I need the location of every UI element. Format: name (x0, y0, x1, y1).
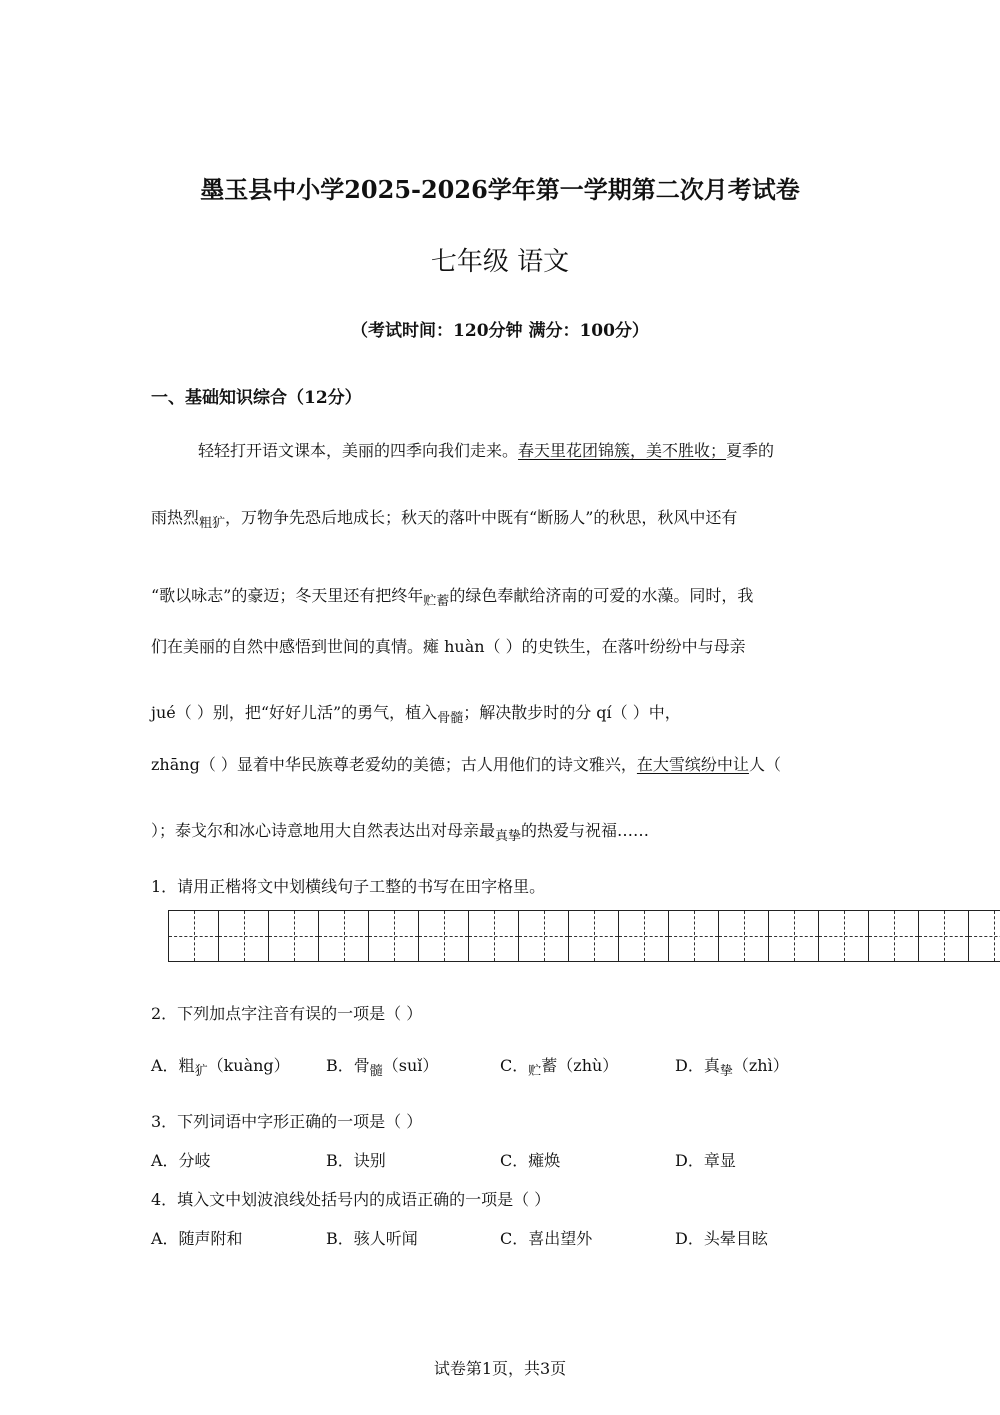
passage-line-1: 轻轻打开语文课本，美丽的四季向我们走来。春天里花团锦簇，美不胜收；夏季的 (198, 441, 775, 460)
grid-cell[interactable] (519, 910, 569, 962)
question-4-option-c[interactable]: C．喜出望外 (500, 1229, 593, 1248)
grid-cell[interactable] (969, 910, 1000, 962)
question-2-option-a[interactable]: A．粗$_犷$（kuàng） (151, 1056, 290, 1079)
exam-subtitle: 七年级 语文 (430, 247, 570, 277)
exam-info: （考试时间：120分钟 满分：100分） (351, 321, 649, 341)
question-2-option-c[interactable]: C．$_贮$蓄（zhù） (500, 1056, 619, 1079)
question-3-option-a[interactable]: A．分岐 (151, 1151, 211, 1170)
passage-line-2: 雨热烈$_{粗犷}$，万物争先恐后地成长；秋天的落叶中既有“断肠人”的秋思，秋风中还有 (151, 508, 738, 531)
question-3-stem: 3．下列词语中字形正确的一项是（ ） (151, 1112, 423, 1131)
question-4-stem: 4．填入文中划波浪线处括号内的成语正确的一项是（ ） (151, 1190, 551, 1209)
underlined-sentence: 春天里花团锦簇，美不胜收； (518, 441, 727, 460)
passage-line-4: 们在美丽的自然中感悟到世间的真情。瘫 huàn（ ）的史铁生，在落叶纷纷中与母亲 (151, 637, 746, 656)
question-3-option-c[interactable]: C．瘫焕 (500, 1151, 561, 1170)
dotted-word: 粗犷 (199, 516, 226, 531)
question-2-stem: 2．下列加点字注音有误的一项是（ ） (151, 1004, 423, 1023)
question-2-option-b[interactable]: B．骨$_髓$（suǐ） (326, 1056, 439, 1079)
dotted-word: 骨髓 (437, 711, 464, 726)
grid-cell[interactable] (569, 910, 619, 962)
grid-cell[interactable] (769, 910, 819, 962)
grid-cell[interactable] (269, 910, 319, 962)
grid-cell[interactable] (819, 910, 869, 962)
question-4-option-a[interactable]: A．随声附和 (151, 1229, 243, 1248)
grid-cell[interactable] (369, 910, 419, 962)
grid-cell[interactable] (869, 910, 919, 962)
passage-line-6: zhāng（ ）显着中华民族尊老爱幼的美德；古人用他们的诗文雅兴，在大雪缤纷中让人（ (151, 755, 781, 774)
dotted-word: 贮蓄 (423, 594, 450, 609)
passage-line-3: “歌以咏志”的豪迈；冬天里还有把终年$_{贮蓄}$的绿色奉献给济南的可爱的水藻。同时，我 (151, 586, 754, 609)
grid-cell[interactable] (169, 910, 219, 962)
grid-cell[interactable] (469, 910, 519, 962)
passage-line-7: ）；泰戈尔和冰心诗意地用大自然表达出对母亲最$_{真挚}$的热爱与祝福…… (151, 821, 650, 844)
section-heading: 一、基础知识综合（12分） (151, 388, 362, 408)
tianzige-writing-grid[interactable] (168, 910, 1000, 962)
question-1-stem: 1．请用正楷将文中划横线句子工整的书写在田字格里。 (151, 877, 546, 896)
question-2-option-d[interactable]: D．真$_挚$（zhì） (675, 1056, 789, 1079)
grid-cell[interactable] (319, 910, 369, 962)
grid-cell[interactable] (619, 910, 669, 962)
question-3-option-b[interactable]: B．诀别 (326, 1151, 386, 1170)
question-4-option-b[interactable]: B．骇人听闻 (326, 1229, 418, 1248)
dotted-word: 真挚 (495, 829, 522, 844)
question-4-option-d[interactable]: D．头晕目眩 (675, 1229, 768, 1248)
grid-cell[interactable] (219, 910, 269, 962)
page-footer: 试卷第1页，共3页 (433, 1359, 567, 1378)
exam-title: 墨玉县中小学2025-2026学年第一学期第二次月考试卷 (200, 175, 800, 204)
grid-cell[interactable] (669, 910, 719, 962)
grid-cell[interactable] (919, 910, 969, 962)
passage-line-5: jué（ ）别，把“好好儿活”的勇气，植入$_{骨髓}$；解决散步时的分 qí（ ）中， (151, 703, 681, 726)
wavy-underlined-phrase: 在大雪缤纷中让 (636, 755, 749, 774)
grid-cell[interactable] (719, 910, 769, 962)
question-3-option-d[interactable]: D．章显 (675, 1151, 736, 1170)
grid-cell[interactable] (419, 910, 469, 962)
